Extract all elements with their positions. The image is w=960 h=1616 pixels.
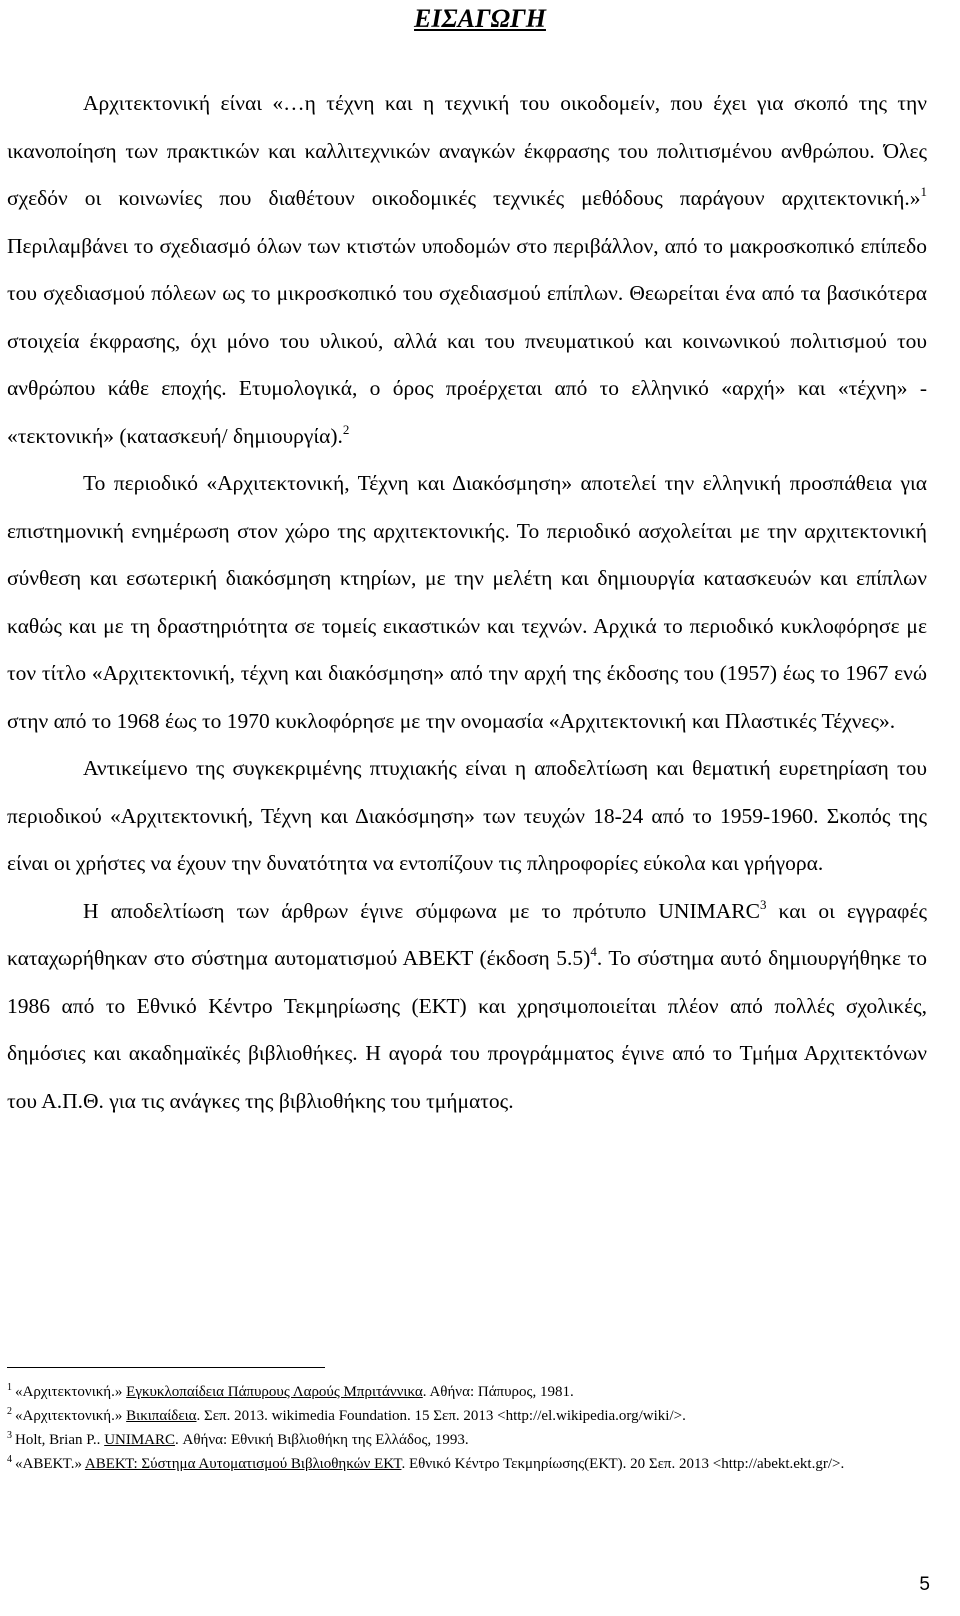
- footnote-source-link[interactable]: Βικιπαίδεια: [126, 1408, 197, 1424]
- paragraph-1: [7, 80, 927, 460]
- footnote-number: 1: [7, 1382, 12, 1393]
- footnote-ref-4[interactable]: 4: [590, 944, 597, 959]
- footnote-1: [7, 1380, 927, 1404]
- footnote-text: Holt, Brian P..: [15, 1432, 105, 1448]
- paragraph-4: [7, 888, 927, 1126]
- footnote-number: 2: [7, 1406, 12, 1417]
- paragraph-2: Το περιοδικό «Αρχιτεκτονική, Τέχνη και Διακόσμηση» αποτελεί την ελληνική προσπάθεια για επιστημονική ενημέρωση στον χώρο της αρχιτεκτονικής. Το περιοδικό ασχολείται με την αρχιτεκτονική σύνθεση και εσωτερική διακόσμηση κτηρίων, με την μελέτη και δημιουργία κατασκευών και επίπλων καθώς και με τη δραστηριότητα σε τομείς εικαστικών και τεχνών. Αρχικά το περιοδικό κυκλοφόρησε με τον τίτλο «Αρχιτεκτονική, τέχνη και διακόσμηση» από την αρχή της έκδοσης του (1957) έως το 1967 ενώ στην από το 1968 έως το 1970 κυκλοφόρησε με την ονομασία «Αρχιτεκτονική και Πλαστικές Τέχνες».: [7, 471, 927, 733]
- footnote-3: [7, 1428, 927, 1452]
- footnote-separator: [7, 1367, 325, 1368]
- paragraph-3: Αντικείμενο της συγκεκριμένης πτυχιακής είναι η αποδελτίωση και θεματική ευρετηρίαση του περιοδικού «Αρχιτεκτονική, Τέχνη και Διακόσμηση» των τευχών 18-24 από το 1959-1960. Σκοπός της είναι οι χρήστες να έχουν την δυνατότητα να εντοπίζουν τις πληροφορίες εύκολα και γρήγορα.: [7, 756, 927, 875]
- body-text: [7, 80, 927, 1125]
- footnote-ref-3[interactable]: 3: [759, 896, 767, 912]
- page-title: ΕΙΣΑΓΩΓΗ: [414, 4, 546, 33]
- footnote-text: «Αρχιτεκτονική.»: [15, 1408, 127, 1424]
- paragraph-1-text-a: Αρχιτεκτονική είναι «…η τέχνη και η τεχνική του οικοδομείν, που έχει για σκοπό της την ικανοποίηση των πρακτικών και καλλιτεχνικών αναγκών έκφρασης του πολιτισμένου ανθρώπου. Όλες σχεδόν οι κοινωνίες που διαθέτουν οικοδομικές τεχνικές μεθόδους παράγουν αρχιτεκτονική.»: [7, 91, 927, 210]
- footnote-source-link[interactable]: UNIMARC: [104, 1432, 176, 1448]
- footnote-ref-2[interactable]: 2: [342, 421, 350, 437]
- footnote-4: [7, 1452, 927, 1476]
- footnote-number: 3: [7, 1430, 12, 1441]
- paragraph-4-text-b: και οι εγγραφές καταχωρήθηκαν στο σύστημα αυτοματισμού ΑΒΕΚΤ (έκδοση 5.5): [7, 898, 927, 970]
- footnote-text: «Αρχιτεκτονική.»: [15, 1384, 127, 1400]
- footnote-ref-1[interactable]: 1: [920, 184, 927, 199]
- footnote-text: . Αθήνα: Εθνική Βιβλιοθήκη της Ελλάδος, 1993.: [175, 1432, 469, 1448]
- footnote-source-link[interactable]: Εγκυκλοπαίδεια Πάπυρους Λαρούς Μπριτάννικα: [126, 1384, 423, 1400]
- footnotes: [7, 1380, 927, 1476]
- footnote-source-link[interactable]: ΑΒΕΚΤ: Σύστημα Αυτοματισμού Βιβλιοθηκών ΕΚΤ: [84, 1456, 402, 1472]
- page-number: 5: [919, 1574, 930, 1595]
- paragraph-4-text-a: Η αποδελτίωση των άρθρων έγινε σύμφωνα με το πρότυπο UNIMARC: [83, 898, 760, 923]
- footnote-text: . Αθήνα: Πάπυρος, 1981.: [422, 1384, 574, 1400]
- paragraph-4-text-c: . Το σύστημα αυτό δημιουργήθηκε το 1986 από το Εθνικό Κέντρο Τεκμηρίωσης (ΕΚΤ) και χρησιμοποιείται πλέον από πολλές σχολικές, δημόσιες και ακαδημαϊκές βιβλιοθήκες. Η αγορά του προγράμματος έγινε από το Τμήμα Αρχιτεκτόνων του Α.Π.Θ. για τις ανάγκες της βιβλιοθήκης του τμήματος.: [7, 946, 927, 1113]
- paragraph-1-text-b: Περιλαμβάνει το σχεδιασμό όλων των κτιστών υποδομών στο περιβάλλον, από το μακροσκοπικό επίπεδο του σχεδιασμού πόλεων ως το μικροσκοπικό του σχεδιασμού επίπλων. Θεωρείται ένα από τα βασικότερα στοιχεία έκφρασης, όχι μόνο του υλικού, αλλά και του πνευματικού και κοινωνικού πολιτισμού του ανθρώπου κάθε εποχής. Ετυμολογικά, ο όρος προέρχεται από το ελληνικό «αρχή» και «τέχνη» - «τεκτονική» (κατασκευή/ δημιουργία).: [7, 233, 927, 448]
- footnote-text: «ΑΒΕΚΤ.»: [15, 1456, 85, 1472]
- footnote-text: . Σεπ. 2013. wikimedia Foundation. 15 Σεπ. 2013 <http://el.wikipedia.org/wiki/>.: [196, 1408, 686, 1424]
- footnote-number: 4: [7, 1454, 12, 1465]
- footnote-text: . Εθνικό Κέντρο Τεκμηρίωσης(ΕΚΤ). 20 Σεπ. 2013 <http://abekt.ekt.gr/>.: [401, 1456, 845, 1472]
- footnote-2: [7, 1404, 927, 1428]
